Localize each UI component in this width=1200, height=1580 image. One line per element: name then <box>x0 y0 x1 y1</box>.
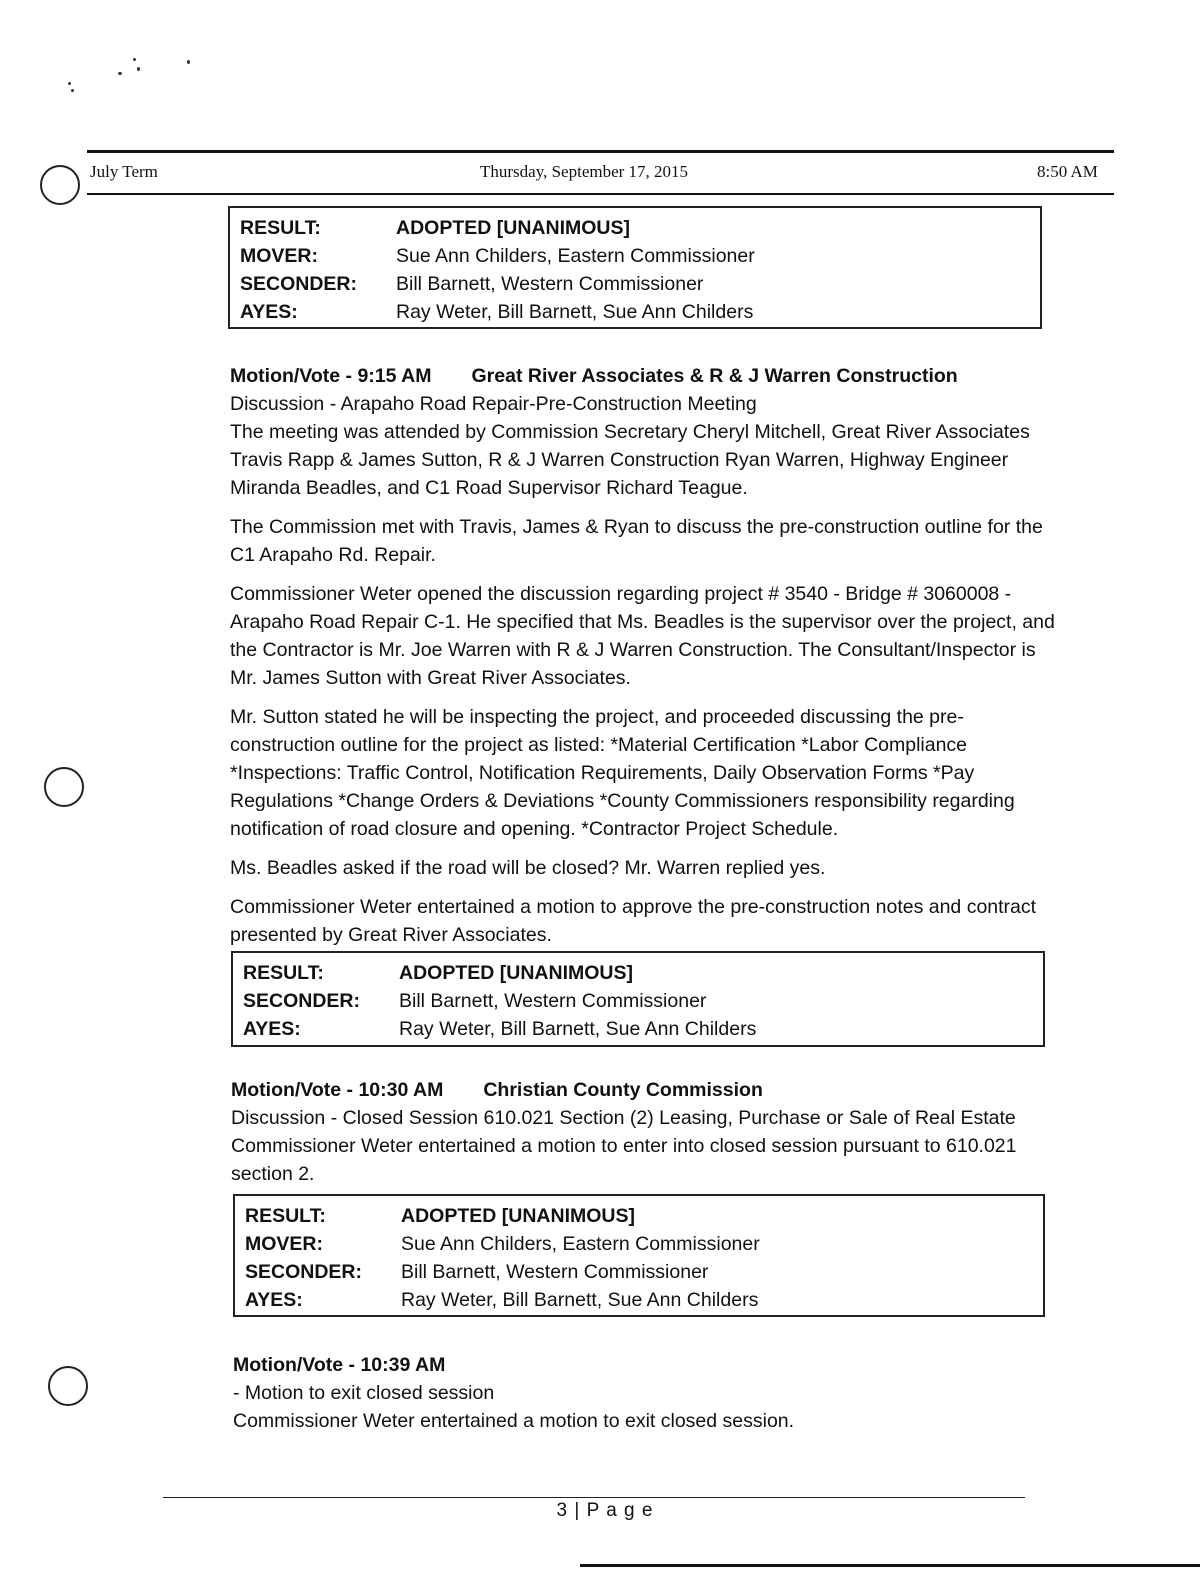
motion-section <box>231 1076 1061 1188</box>
motion-section <box>233 1351 1063 1435</box>
vote-label: SECONDER: <box>240 272 358 295</box>
vote-label: AYES: <box>245 1288 303 1311</box>
vote-table <box>228 206 1042 329</box>
paragraph: Commissioner Weter entertained a motion to exit closed session. <box>233 1410 795 1432</box>
motion-discussion: Discussion - Arapaho Road Repair-Pre-Construction Meeting <box>230 393 757 415</box>
motion-organization: Great River Associates & R & J Warren Construction <box>471 365 958 387</box>
vote-label: MOVER: <box>245 1232 323 1255</box>
vote-row <box>245 1286 1033 1314</box>
punch-hole-icon <box>44 767 84 807</box>
paragraph: Mr. Sutton stated he will be inspecting the project, and proceeded discussing the pre-construction outline for the project as listed: *Material Certification *Labor Compliance *Inspections: Traffic Control, Notification Requirements, Daily Observation Forms *Pay Regulations *Change Orders & Deviations *County Commissioners responsibility regarding notification of road closure and opening. *Contractor Project Schedule. <box>230 706 1015 840</box>
header-rule <box>87 193 1114 195</box>
paragraph: The Commission met with Travis, James & Ryan to discuss the pre-construction outline for the C1 Arapaho Rd. Repair. <box>230 516 1043 566</box>
motion-discussion: - Motion to exit closed session <box>233 1382 495 1404</box>
vote-label: AYES: <box>240 300 298 323</box>
motion-time: Motion/Vote - 10:39 AM <box>233 1354 446 1376</box>
vote-label: RESULT: <box>243 961 324 984</box>
motion-time: Motion/Vote - 10:30 AM <box>231 1079 444 1101</box>
motion-heading <box>233 1351 1063 1379</box>
vote-value: Sue Ann Childers, Eastern Commissioner <box>401 1232 760 1255</box>
vote-label: SECONDER: <box>243 989 361 1012</box>
vote-value: Bill Barnett, Western Commissioner <box>399 989 707 1012</box>
vote-value: Ray Weter, Bill Barnett, Sue Ann Childers <box>396 300 754 323</box>
vote-result: ADOPTED [UNANIMOUS] <box>399 961 633 984</box>
header-term: July Term <box>90 162 158 181</box>
vote-result: ADOPTED [UNANIMOUS] <box>401 1204 635 1227</box>
punch-hole-icon <box>48 1366 88 1406</box>
scan-speck <box>68 82 71 85</box>
vote-row <box>240 242 1030 270</box>
vote-value: Ray Weter, Bill Barnett, Sue Ann Childers <box>399 1017 757 1040</box>
vote-label: AYES: <box>243 1017 301 1040</box>
vote-row <box>245 1258 1033 1286</box>
scan-edge-bar <box>580 1564 1200 1567</box>
paragraph: Commissioner Weter opened the discussion regarding project # 3540 - Bridge # 3060008 - Arapaho Road Repair C-1. He specified that Ms. Beadles is the supervisor over the project, and the Contractor is Mr. Joe Warren with R & J Warren Construction. The Consultant/Inspector is Mr. James Sutton with Great River Associates. <box>230 583 1055 689</box>
vote-value: Bill Barnett, Western Commissioner <box>396 272 704 295</box>
vote-label: RESULT: <box>245 1204 326 1227</box>
header-rule <box>87 150 1114 153</box>
motion-organization: Christian County Commission <box>483 1079 763 1101</box>
motion-heading <box>230 362 1060 390</box>
punch-hole-icon <box>40 165 80 205</box>
vote-row <box>245 1230 1033 1258</box>
header-time: 8:50 AM <box>1037 162 1098 181</box>
vote-row <box>243 959 1033 987</box>
vote-label: SECONDER: <box>245 1260 363 1283</box>
scan-speck <box>118 72 122 75</box>
header-date: Thursday, September 17, 2015 <box>480 162 689 181</box>
scan-speck <box>187 60 190 64</box>
vote-row <box>240 270 1030 298</box>
footer-rule <box>163 1497 1025 1498</box>
vote-result: ADOPTED [UNANIMOUS] <box>396 216 630 239</box>
motion-time: Motion/Vote - 9:15 AM <box>230 365 432 387</box>
paragraph: Commissioner Weter entertained a motion to enter into closed session pursuant to 610.021 section 2. <box>231 1135 1017 1185</box>
scan-speck <box>71 89 74 92</box>
vote-row <box>240 298 1030 326</box>
vote-row <box>245 1202 1033 1230</box>
motion-heading <box>231 1076 1061 1104</box>
vote-row <box>243 1015 1033 1043</box>
motion-section <box>230 362 1060 949</box>
paragraph: Ms. Beadles asked if the road will be closed? Mr. Warren replied yes. <box>230 857 826 879</box>
vote-value: Sue Ann Childers, Eastern Commissioner <box>396 244 755 267</box>
vote-label: RESULT: <box>240 216 321 239</box>
paragraph: The meeting was attended by Commission Secretary Cheryl Mitchell, Great River Associates Travis Rapp & James Sutton, R & J Warren Construction Ryan Warren, Highway Engineer Miranda Beadles, and C1 Road Supervisor Richard Teague. <box>230 421 1030 499</box>
motion-discussion: Discussion - Closed Session 610.021 Section (2) Leasing, Purchase or Sale of Real Estate <box>231 1107 1016 1129</box>
vote-table <box>231 951 1045 1047</box>
vote-value: Bill Barnett, Western Commissioner <box>401 1260 709 1283</box>
paragraph: Commissioner Weter entertained a motion to approve the pre-construction notes and contract presented by Great River Associates. <box>230 896 1037 946</box>
vote-value: Ray Weter, Bill Barnett, Sue Ann Childers <box>401 1288 759 1311</box>
vote-row <box>243 987 1033 1015</box>
vote-table <box>233 1194 1045 1317</box>
vote-row <box>240 214 1030 242</box>
page-number: 3 | P a g e <box>556 1500 654 1521</box>
vote-label: MOVER: <box>240 244 318 267</box>
scan-speck <box>133 58 136 61</box>
scan-speck <box>137 67 140 71</box>
